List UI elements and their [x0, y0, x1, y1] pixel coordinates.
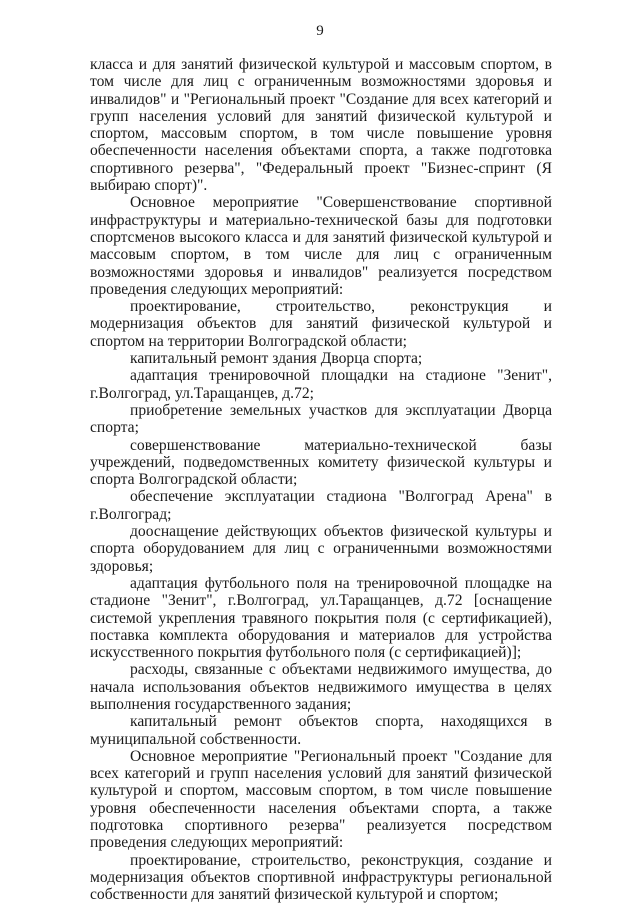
paragraph: расходы, связанные с объектами недвижимого имущества, до начала использования объектов недвижимого имущества в целях выполнения государственного задания;: [90, 661, 552, 713]
paragraph: приобретение земельных участков для эксплуатации Дворца спорта;: [90, 401, 552, 437]
paragraph: Основное мероприятие "Совершенствование спортивной инфраструктуры и материально-технической базы для подготовки спортсменов высокого класса и для занятий физической культурой и массовым спортом, в том числе для лиц с ограниченным возможностями здоровья и инвалидов" реализуется посредством проведения следующих мероприятий:: [90, 194, 552, 298]
document-body: [90, 56, 552, 904]
paragraph: проектирование, строительство, реконструкция, создание и модернизация объектов спортивной инфраструктуры региональной собственности для занятий физической культурой и спортом;: [90, 851, 552, 904]
paragraph: дооснащение действующих объектов физической культуры и спорта оборудованием для лиц с ограниченными возможностями здоровья;: [90, 523, 552, 575]
paragraph: адаптация тренировочной площадки на стадионе "Зенит", г.Волгоград, ул.Таращанцев, д.72;: [90, 367, 552, 402]
page-number: 9: [316, 23, 324, 39]
paragraph: капитальный ремонт объектов спорта, находящихся в муниципальной собственности.: [90, 713, 552, 748]
paragraph: обеспечение эксплуатации стадиона "Волгоград Арена" в г.Волгоград;: [90, 488, 552, 523]
paragraph: капитальный ремонт здания Дворца спорта;: [130, 350, 423, 368]
paragraph: проектирование, строительство, реконструкция и модернизация объектов для занятий физической культурой и спортом на территории Волгоградской области;: [90, 298, 552, 350]
paragraph: Основное мероприятие "Региональный проект "Создание для всех категорий и групп населения условий для занятий физической культурой и спортом, массовым спортом, в том числе повышение уровня обеспеченности населения объектами спорта, а также подготовка спортивного резерва" реализуется посредством проведения следующих мероприятий:: [90, 747, 552, 852]
paragraph: класса и для занятий физической культурой и массовым спортом, в том числе для лиц с ограниченным возможностями здоровья и инвалидов" и "Региональный проект "Создание для всех категорий и групп населения условий для занятий физической культурой и спортом, массовым спортом, в том числе повышение уровня обеспеченности населения объектами спорта, а также подготовка спортивного резерва", "Федеральный проект "Бизнес-спринт (Я выбираю спорт)".: [90, 56, 552, 195]
paragraph: адаптация футбольного поля на тренировочной площадке на стадионе "Зенит", г.Волгоград, ул.Таращанцев, д.72 [оснащение системой укрепления травяного покрытия поля (с сертификацией), поставка комплекта оборудования и материалов для устройства искусственного покрытия футбольного поля (с сертификацией)];: [90, 574, 552, 662]
paragraph: совершенствование материально-технической базы учреждений, подведомственных комитету физической культуры и спорта Волгоградской области;: [90, 436, 552, 489]
